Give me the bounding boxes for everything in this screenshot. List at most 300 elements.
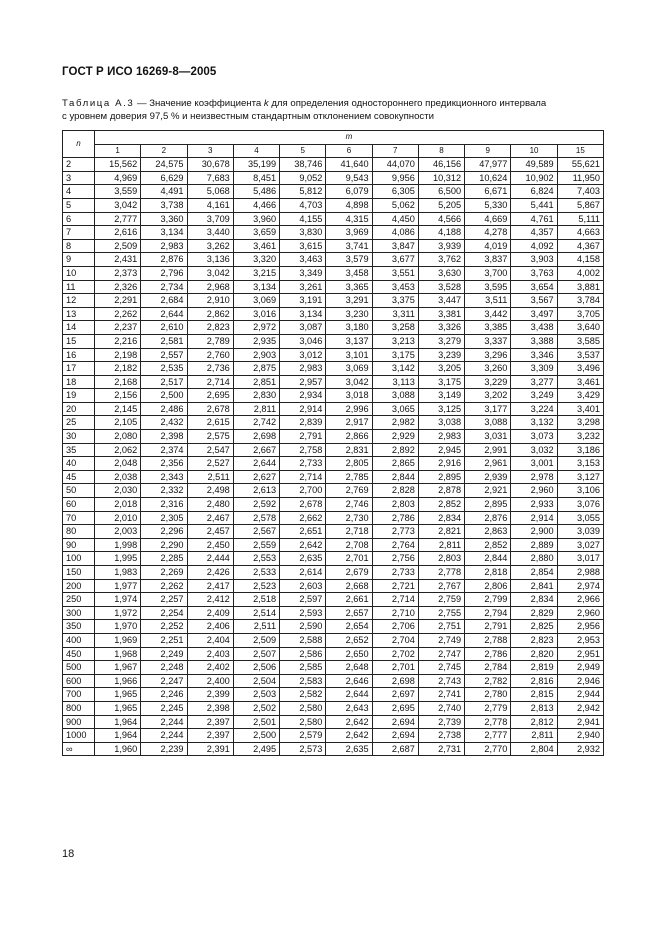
value-cell: 2,875 [233,362,279,376]
value-cell: 2,503 [233,688,279,702]
value-cell: 9,543 [326,171,372,185]
value-cell: 2,866 [326,430,372,444]
value-cell: 2,698 [372,674,418,688]
value-cell: 1,974 [95,593,141,607]
value-cell: 3,496 [557,362,603,376]
value-cell: 3,213 [372,334,418,348]
value-cell: 5,111 [557,212,603,226]
value-cell: 3,463 [280,253,326,267]
value-cell: 3,654 [511,280,557,294]
value-cell: 2,557 [141,348,187,362]
value-cell: 3,039 [557,525,603,539]
value-cell: 4,002 [557,266,603,280]
value-cell: 30,678 [187,158,233,172]
value-cell: 2,745 [418,661,464,675]
value-cell: 2,821 [418,525,464,539]
value-cell: 38,746 [280,158,326,172]
value-cell: 3,088 [372,389,418,403]
value-cell: 55,621 [557,158,603,172]
value-cell: 2,509 [233,633,279,647]
value-cell: 3,326 [418,321,464,335]
value-cell: 2,779 [465,701,511,715]
table-row [63,443,604,457]
value-cell: 6,079 [326,185,372,199]
value-cell: 4,898 [326,198,372,212]
value-cell: 3,186 [557,443,603,457]
value-cell: 2,841 [511,579,557,593]
value-cell: 3,375 [372,294,418,308]
table-row [63,729,604,743]
value-cell: 2,914 [511,511,557,525]
value-cell: 2,373 [95,266,141,280]
value-cell: 2,613 [233,484,279,498]
value-cell: 6,500 [418,185,464,199]
value-cell: 2,269 [141,566,187,580]
value-cell: 2,791 [280,430,326,444]
value-cell: 2,921 [465,484,511,498]
table-row [63,198,604,212]
value-cell: 2,182 [95,362,141,376]
value-cell: 2,702 [372,647,418,661]
value-cell: 2,642 [326,729,372,743]
value-cell: 2,942 [557,701,603,715]
row-n-cell: 8 [63,239,95,253]
column-header-m: 3 [187,144,233,158]
value-cell: 2,978 [511,470,557,484]
value-cell: 3,385 [465,321,511,335]
value-cell: 2,597 [280,593,326,607]
value-cell: 2,244 [141,715,187,729]
value-cell: 2,252 [141,620,187,634]
value-cell: 2,932 [557,742,603,756]
value-cell: 3,042 [326,375,372,389]
table-row [63,457,604,471]
value-cell: 2,910 [187,294,233,308]
value-cell: 2,582 [280,688,326,702]
row-n-cell: 100 [63,552,95,566]
value-cell: 2,741 [418,688,464,702]
n-column-header: n [63,131,95,158]
value-cell: 2,812 [511,715,557,729]
value-cell: 2,889 [511,538,557,552]
value-cell: 2,467 [187,511,233,525]
column-header-m: 1 [95,144,141,158]
value-cell: 5,867 [557,198,603,212]
table-row [63,674,604,688]
table-row [63,715,604,729]
value-cell: 2,852 [418,498,464,512]
value-cell: 3,232 [557,430,603,444]
value-cell: 2,581 [141,334,187,348]
value-cell: 2,865 [372,457,418,471]
value-cell: 2,643 [326,701,372,715]
value-cell: 2,145 [95,402,141,416]
row-n-cell: 1000 [63,729,95,743]
row-n-cell: 250 [63,593,95,607]
value-cell: 3,230 [326,307,372,321]
value-cell: 2,444 [187,552,233,566]
value-cell: 3,595 [465,280,511,294]
value-cell: 3,762 [418,253,464,267]
value-cell: 2,679 [326,566,372,580]
value-cell: 3,969 [326,226,372,240]
value-cell: 3,042 [95,198,141,212]
row-n-cell: 6 [63,212,95,226]
value-cell: 2,945 [418,443,464,457]
value-cell: 2,567 [233,525,279,539]
value-cell: 3,298 [557,416,603,430]
value-cell: 2,247 [141,674,187,688]
column-numbers-row [63,144,604,158]
value-cell: 2,698 [233,430,279,444]
value-cell: 2,759 [418,593,464,607]
value-cell: 2,799 [465,593,511,607]
value-cell: 3,076 [557,498,603,512]
value-cell: 3,261 [280,280,326,294]
table-row [63,661,604,675]
value-cell: 3,031 [465,430,511,444]
value-cell: 2,953 [557,633,603,647]
column-header-m: 8 [418,144,464,158]
value-cell: 2,678 [280,498,326,512]
value-cell: 2,917 [326,416,372,430]
value-cell: 3,309 [511,362,557,376]
value-cell: 3,960 [233,212,279,226]
value-cell: 5,441 [511,198,557,212]
value-cell: 3,579 [326,253,372,267]
value-cell: 3,640 [557,321,603,335]
value-cell: 2,914 [280,402,326,416]
value-cell: 2,412 [187,593,233,607]
value-cell: 2,667 [233,443,279,457]
value-cell: 2,769 [326,484,372,498]
value-cell: 2,504 [233,674,279,688]
value-cell: 5,330 [465,198,511,212]
value-cell: 2,010 [95,511,141,525]
value-cell: 2,916 [418,457,464,471]
value-cell: 2,805 [326,457,372,471]
column-header-m: 9 [465,144,511,158]
caption-symbol: k [263,98,269,109]
value-cell: 2,828 [372,484,418,498]
row-n-cell: 90 [63,538,95,552]
value-cell: 3,447 [418,294,464,308]
value-cell: 2,426 [187,566,233,580]
value-cell: 2,701 [326,552,372,566]
value-cell: 2,514 [233,606,279,620]
table-row [63,593,604,607]
value-cell: 2,559 [233,538,279,552]
value-cell: 41,640 [326,158,372,172]
value-cell: 2,695 [187,389,233,403]
value-cell: 3,073 [511,430,557,444]
value-cell: 2,062 [95,443,141,457]
value-cell: 3,440 [187,226,233,240]
value-cell: 2,983 [418,430,464,444]
value-cell: 3,137 [326,334,372,348]
row-n-cell: 7 [63,226,95,240]
value-cell: 3,277 [511,375,557,389]
table-row [63,212,604,226]
value-cell: 3,087 [280,321,326,335]
table-row [63,430,604,444]
value-cell: 3,142 [372,362,418,376]
table-row [63,375,604,389]
value-cell: 5,068 [187,185,233,199]
value-cell: 2,939 [465,470,511,484]
value-cell: 2,794 [465,606,511,620]
table-row [63,266,604,280]
value-cell: 35,199 [233,158,279,172]
value-cell: 2,789 [187,334,233,348]
value-cell: 2,778 [418,566,464,580]
value-cell: 2,734 [141,280,187,294]
value-cell: 2,758 [280,443,326,457]
column-header-m: 6 [326,144,372,158]
value-cell: 2,697 [372,688,418,702]
value-cell: 2,668 [326,579,372,593]
value-cell: 2,590 [280,620,326,634]
value-cell: 2,506 [233,661,279,675]
value-cell: 2,580 [280,715,326,729]
value-cell: 2,876 [465,511,511,525]
row-n-cell: 40 [63,457,95,471]
value-cell: 3,239 [418,348,464,362]
value-cell: 2,239 [141,742,187,756]
value-cell: 2,285 [141,552,187,566]
value-cell: 2,586 [280,647,326,661]
row-n-cell: 16 [63,348,95,362]
value-cell: 2,900 [511,525,557,539]
value-cell: 2,767 [418,579,464,593]
row-n-cell: 60 [63,498,95,512]
value-cell: 2,533 [233,566,279,580]
value-cell: 3,279 [418,334,464,348]
row-n-cell: 13 [63,307,95,321]
value-cell: 1,969 [95,633,141,647]
value-cell: 2,844 [465,552,511,566]
value-cell: 2,615 [187,416,233,430]
row-n-cell: 350 [63,620,95,634]
caption-text-b: для определения одностороннего предикционного интервала [268,98,547,109]
value-cell: 2,788 [465,633,511,647]
value-cell: 2,237 [95,321,141,335]
value-cell: 2,450 [187,538,233,552]
value-cell: 2,780 [465,688,511,702]
value-cell: 2,502 [233,701,279,715]
value-cell: 6,671 [465,185,511,199]
row-n-cell: 4 [63,185,95,199]
value-cell: 2,820 [511,647,557,661]
value-cell: 6,629 [141,171,187,185]
value-cell: 3,113 [372,375,418,389]
value-cell: 44,070 [372,158,418,172]
value-cell: 3,438 [511,321,557,335]
value-cell: 2,804 [511,742,557,756]
value-cell: 2,501 [233,715,279,729]
value-cell: 2,854 [511,566,557,580]
value-cell: 2,518 [233,593,279,607]
value-cell: 2,708 [326,538,372,552]
value-cell: 2,356 [141,457,187,471]
value-cell: 7,403 [557,185,603,199]
value-cell: 2,738 [418,729,464,743]
value-cell: 2,397 [187,729,233,743]
value-cell: 1,964 [95,729,141,743]
table-row [63,171,604,185]
value-cell: 2,644 [326,688,372,702]
value-cell: 2,402 [187,661,233,675]
value-cell: 2,770 [465,742,511,756]
value-cell: 3,881 [557,280,603,294]
value-cell: 2,851 [233,375,279,389]
value-cell: 3,215 [233,266,279,280]
value-cell: 3,705 [557,307,603,321]
value-cell: 3,837 [465,253,511,267]
value-cell: 3,042 [187,266,233,280]
value-cell: 3,349 [280,266,326,280]
value-cell: 2,982 [372,416,418,430]
value-cell: 1,966 [95,674,141,688]
value-cell: 3,311 [372,307,418,321]
value-cell: 2,863 [465,525,511,539]
page-number: 18 [62,848,75,860]
value-cell: 3,401 [557,402,603,416]
value-cell: 2,398 [141,430,187,444]
value-cell: 2,662 [280,511,326,525]
value-cell: 2,706 [372,620,418,634]
value-cell: 2,929 [372,430,418,444]
value-cell: 3,738 [141,198,187,212]
value-cell: 2,961 [465,457,511,471]
caption-lead: Таблица А.3 [62,98,135,109]
value-cell: 3,027 [557,538,603,552]
value-cell: 3,136 [187,253,233,267]
value-cell: 3,429 [557,389,603,403]
value-cell: 3,461 [233,239,279,253]
value-cell: 3,442 [465,307,511,321]
value-cell: 2,642 [280,538,326,552]
value-cell: 2,588 [280,633,326,647]
value-cell: 4,019 [465,239,511,253]
value-cell: 2,736 [187,362,233,376]
value-cell: 2,946 [557,674,603,688]
value-cell: 5,812 [280,185,326,199]
value-cell: 2,714 [187,375,233,389]
value-cell: 2,399 [187,688,233,702]
table-row [63,511,604,525]
value-cell: 2,646 [326,674,372,688]
value-cell: 2,934 [280,389,326,403]
row-n-cell: 450 [63,647,95,661]
value-cell: 4,450 [372,212,418,226]
value-cell: 2,431 [95,253,141,267]
value-cell: 3,453 [372,280,418,294]
row-n-cell: 50 [63,484,95,498]
value-cell: 2,397 [187,715,233,729]
value-cell: 2,816 [511,674,557,688]
value-cell: 2,988 [557,566,603,580]
row-n-cell: 18 [63,375,95,389]
value-cell: 3,224 [511,402,557,416]
row-n-cell: 2 [63,158,95,172]
value-cell: 3,134 [141,226,187,240]
value-cell: 2,811 [511,729,557,743]
column-header-m: 5 [280,144,326,158]
value-cell: 3,088 [465,416,511,430]
row-n-cell: 200 [63,579,95,593]
value-cell: 3,763 [511,266,557,280]
value-cell: 2,944 [557,688,603,702]
value-cell: 2,417 [187,579,233,593]
value-cell: 46,156 [418,158,464,172]
row-n-cell: 30 [63,430,95,444]
value-cell: 2,700 [280,484,326,498]
value-cell: 2,684 [141,294,187,308]
value-cell: 1,965 [95,701,141,715]
row-n-cell: 900 [63,715,95,729]
table-row [63,239,604,253]
table-row [63,158,604,172]
value-cell: 4,158 [557,253,603,267]
value-cell: 2,739 [418,715,464,729]
value-cell: 3,180 [326,321,372,335]
value-cell: 2,960 [557,606,603,620]
value-cell: 2,432 [141,416,187,430]
value-cell: 3,127 [557,470,603,484]
value-cell: 2,782 [465,674,511,688]
row-n-cell: ∞ [63,742,95,756]
value-cell: 2,862 [187,307,233,321]
value-cell: 1,968 [95,647,141,661]
table-row [63,470,604,484]
value-cell: 2,701 [372,661,418,675]
value-cell: 2,895 [418,470,464,484]
value-cell: 2,578 [233,511,279,525]
table-row [63,280,604,294]
table-row [63,321,604,335]
value-cell: 2,956 [557,620,603,634]
table-row [63,294,604,308]
value-cell: 2,603 [280,579,326,593]
value-cell: 2,895 [465,498,511,512]
table-row [63,742,604,756]
value-cell: 2,694 [372,729,418,743]
value-cell: 4,566 [418,212,464,226]
row-n-cell: 9 [63,253,95,267]
value-cell: 4,761 [511,212,557,226]
value-cell: 3,700 [465,266,511,280]
value-cell: 2,892 [372,443,418,457]
value-cell: 2,941 [557,715,603,729]
value-cell: 2,305 [141,511,187,525]
value-cell: 2,829 [511,606,557,620]
table-header-row [63,131,604,145]
value-cell: 2,733 [372,566,418,580]
value-cell: 3,709 [187,212,233,226]
value-cell: 2,644 [233,457,279,471]
value-cell: 3,258 [372,321,418,335]
value-cell: 3,847 [372,239,418,253]
row-n-cell: 70 [63,511,95,525]
value-cell: 3,461 [557,375,603,389]
value-cell: 3,615 [280,239,326,253]
value-cell: 3,458 [326,266,372,280]
value-cell: 2,940 [557,729,603,743]
value-cell: 1,977 [95,579,141,593]
value-cell: 4,703 [280,198,326,212]
value-cell: 2,406 [187,620,233,634]
